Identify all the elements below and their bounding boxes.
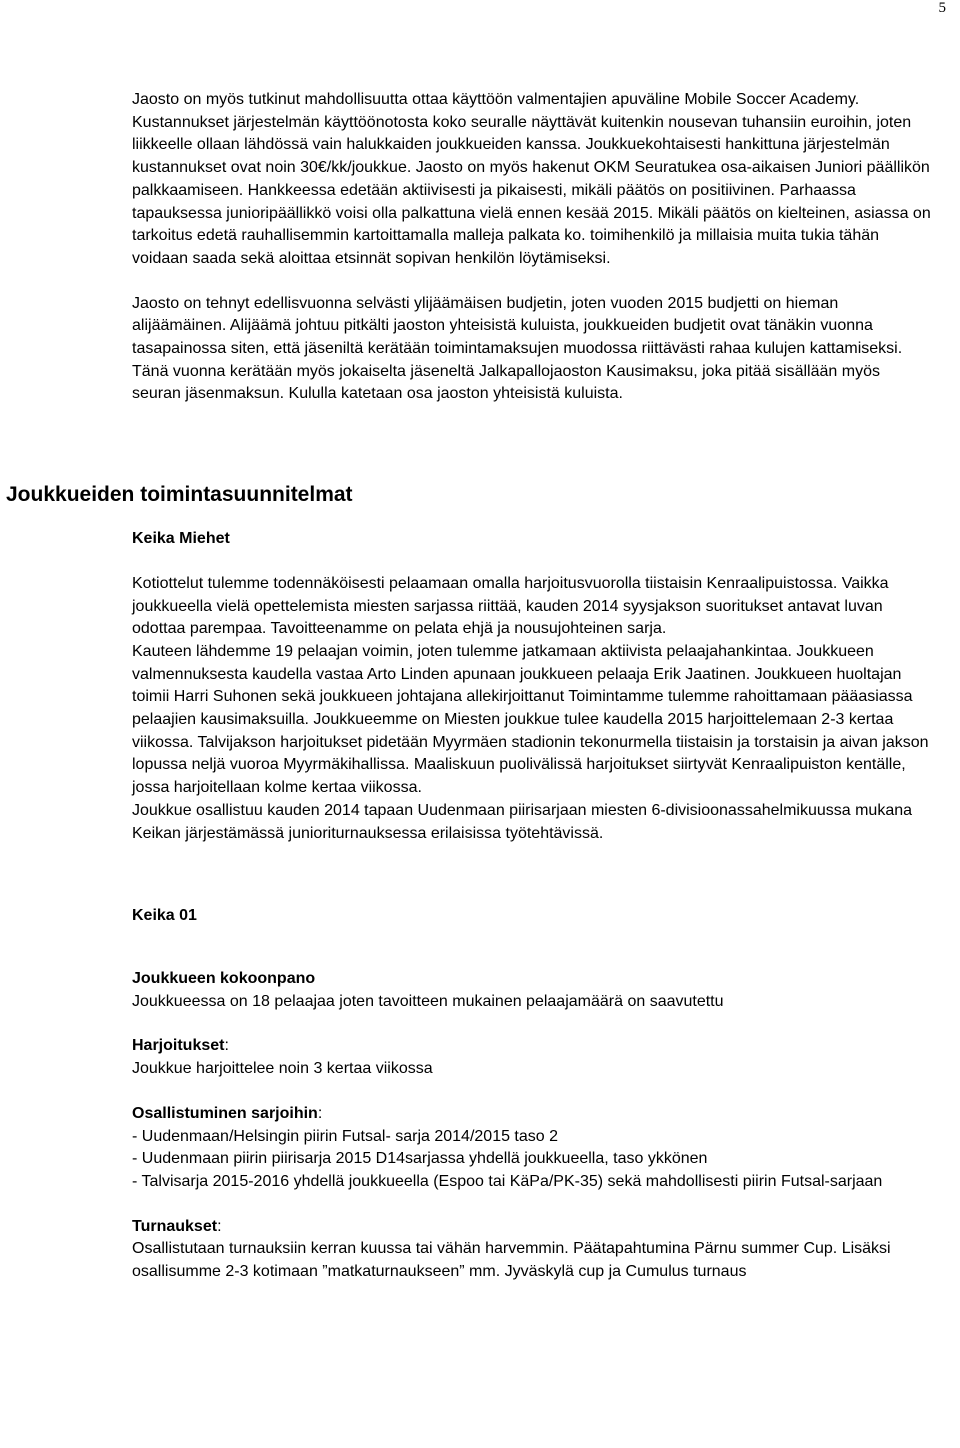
- label-harjoitukset-row: [132, 1035, 932, 1058]
- label-turnaukset-row: [132, 1216, 932, 1239]
- text-kokoonpano: Joukkueessa on 18 pelaajaa joten tavoitteen mukainen pelaajamäärä on saavutettu: [132, 992, 724, 1010]
- paragraph-mobile-soccer: Jaosto on myös tutkinut mahdollisuutta ottaa käyttöön valmentajien apuväline Mobile Soccer Academy. Kustannukset järjestelmän käyttöönotosta koko seuralle näyttävät kuitenkin nousevan tuhansiin euroihin, joten liikkeelle ollaan lähdössä vain halukkaiden joukkueiden kanssa. Joukkuekohtaisesti hankittuna järjestelmän kustannukset ovat noin 30€/kk/joukkue. Jaosto on myös hakenut OKM Seuratukea osa-aikaisen Juniori päällikön palkkaamiseen. Hankkeessa edetään aktiivisesti ja pikaisesti, mikäli päätös on positiivinen. Parhaassa tapauksessa junioripäällikkö voisi olla palkattuna vielä ennen kesää 2015. Mikäli päätös on kielteinen, asiassa on tarkoitus edetä rauhallisemmin kartoittamalla malleja palkata ko. toimihenkilö ja millaisia muita tukia tähän voidaan saada sekä aloittaa etsinnät sopivan henkilön löytämiseksi.: [132, 91, 931, 267]
- text-harjoitukset: Joukkue harjoittelee noin 3 kertaa viikossa: [132, 1060, 433, 1078]
- label-harjoitukset-colon: :: [224, 1037, 229, 1055]
- label-turnaukset: Turnaukset: [132, 1217, 218, 1235]
- heading-keika-miehet: Keika Miehet: [132, 530, 230, 548]
- label-turnaukset-colon: :: [217, 1217, 222, 1235]
- paragraph-budget: Jaosto on tehnyt edellisvuonna selvästi ylijäämäisen budjetin, joten vuoden 2015 budjetti on hieman alijäämäinen. Alijäämä johtuu pitkälti jaoston yhteisistä kuluista, joukkueiden budjetit ovat tänäkin vuonna tasapainossa siten, että jäseniltä kerätään toimintamaksujen muodossa riittävästi rahaa kulujen kattamiseksi. Tänä vuonna kerätään myös jokaiselta jäseneltä Jalkapallojaoston Kausimaksu, joka pitää sisällään myös seuran jäsenmaksun. Kululla katetaan osa jaoston yhteisistä kuluista.: [132, 294, 903, 403]
- document-body: [6, 89, 932, 1284]
- list-item: - Uudenmaan/Helsingin piirin Futsal- sarja 2014/2015 taso 2: [132, 1127, 559, 1145]
- list-item: - Uudenmaan piirin piirisarja 2015 D14sarjassa yhdellä joukkueella, taso ykkönen: [132, 1150, 708, 1168]
- paragraph-keika-miehet-3: Joukkue osallistuu kauden 2014 tapaan Uudenmaan piirisarjaan miesten 6-divisioonassahelmikuussa mukana Keikan järjestämässä junioriturnauksessa erilaisissa työtehtävissä.: [132, 801, 913, 842]
- text-turnaukset: Osallistutaan turnauksiin kerran kuussa tai vähän harvemmin. Päätapahtumina Pärnu summer Cup. Lisäksi osallisumme 2-3 kotimaan ”matkaturnaukseen” mm. Jyväskylä cup ja Cumulus turnaus: [132, 1240, 891, 1281]
- paragraph-keika-miehet-1: Kotiottelut tulemme todennäköisesti pelaamaan omalla harjoitusvuorolla tiistaisin Kenraalipuistossa. Vaikka joukkueella vielä opettelemista miesten sarjassa riittää, kauden 2014 syysjakson suoritukset antavat luvan odottaa parempaa. Tavoitteenamme on pelata ehjä ja nousujohteinen sarja.: [132, 574, 889, 638]
- label-sarjoihin-colon: :: [317, 1104, 323, 1122]
- heading-keika-01: Keika 01: [132, 907, 197, 925]
- label-sarjoihin-row: [132, 1103, 932, 1126]
- list-item: - Talvisarja 2015-2016 yhdellä joukkueella (Espoo tai KäPa/PK-35) sekä mahdollisesti piirin Futsal-sarjaan: [132, 1172, 883, 1190]
- list-sarjoihin: [132, 1126, 932, 1194]
- paragraph-keika-miehet-2: Kauteen lähdemme 19 pelaajan voimin, joten tulemme jatkamaan aktiivista pelaajahankintaa. Joukkueen valmennuksesta kaudella vastaa Arto Linden apunaan joukkueen pelaaja Erik Jaatinen. Joukkueen huoltajan toimii Harri Suhonen sekä joukkueen johtajana allekirjoittanut Toimintamme tulemme rahoittamaan pääasiassa pelaajien kausimaksuilla. Joukkueemme on Miesten joukkue tulee kaudella 2015 harjoittelemaan 2-3 kertaa viikossa. Talvijakson harjoitukset pidetään Myyrmäen stadionin tekonurmella tiistaisin ja torstaisin ja aivan jakson lopussa neljä vuoroa Myyrmäkihallissa. Maaliskuun puolivälissä harjoitukset siirtyvät Kenraalipuiston kentälle, jossa harjoitellaan kolme kertaa viikossa.: [132, 642, 929, 797]
- label-harjoitukset: Harjoitukset: [132, 1037, 225, 1055]
- section-heading-team-plans: Joukkueiden toimintasuunnitelmat: [6, 483, 353, 507]
- label-kokoonpano: Joukkueen kokoonpano: [132, 969, 316, 987]
- label-sarjoihin: Osallistuminen sarjoihin: [132, 1104, 318, 1122]
- page-number: 5: [938, 0, 946, 16]
